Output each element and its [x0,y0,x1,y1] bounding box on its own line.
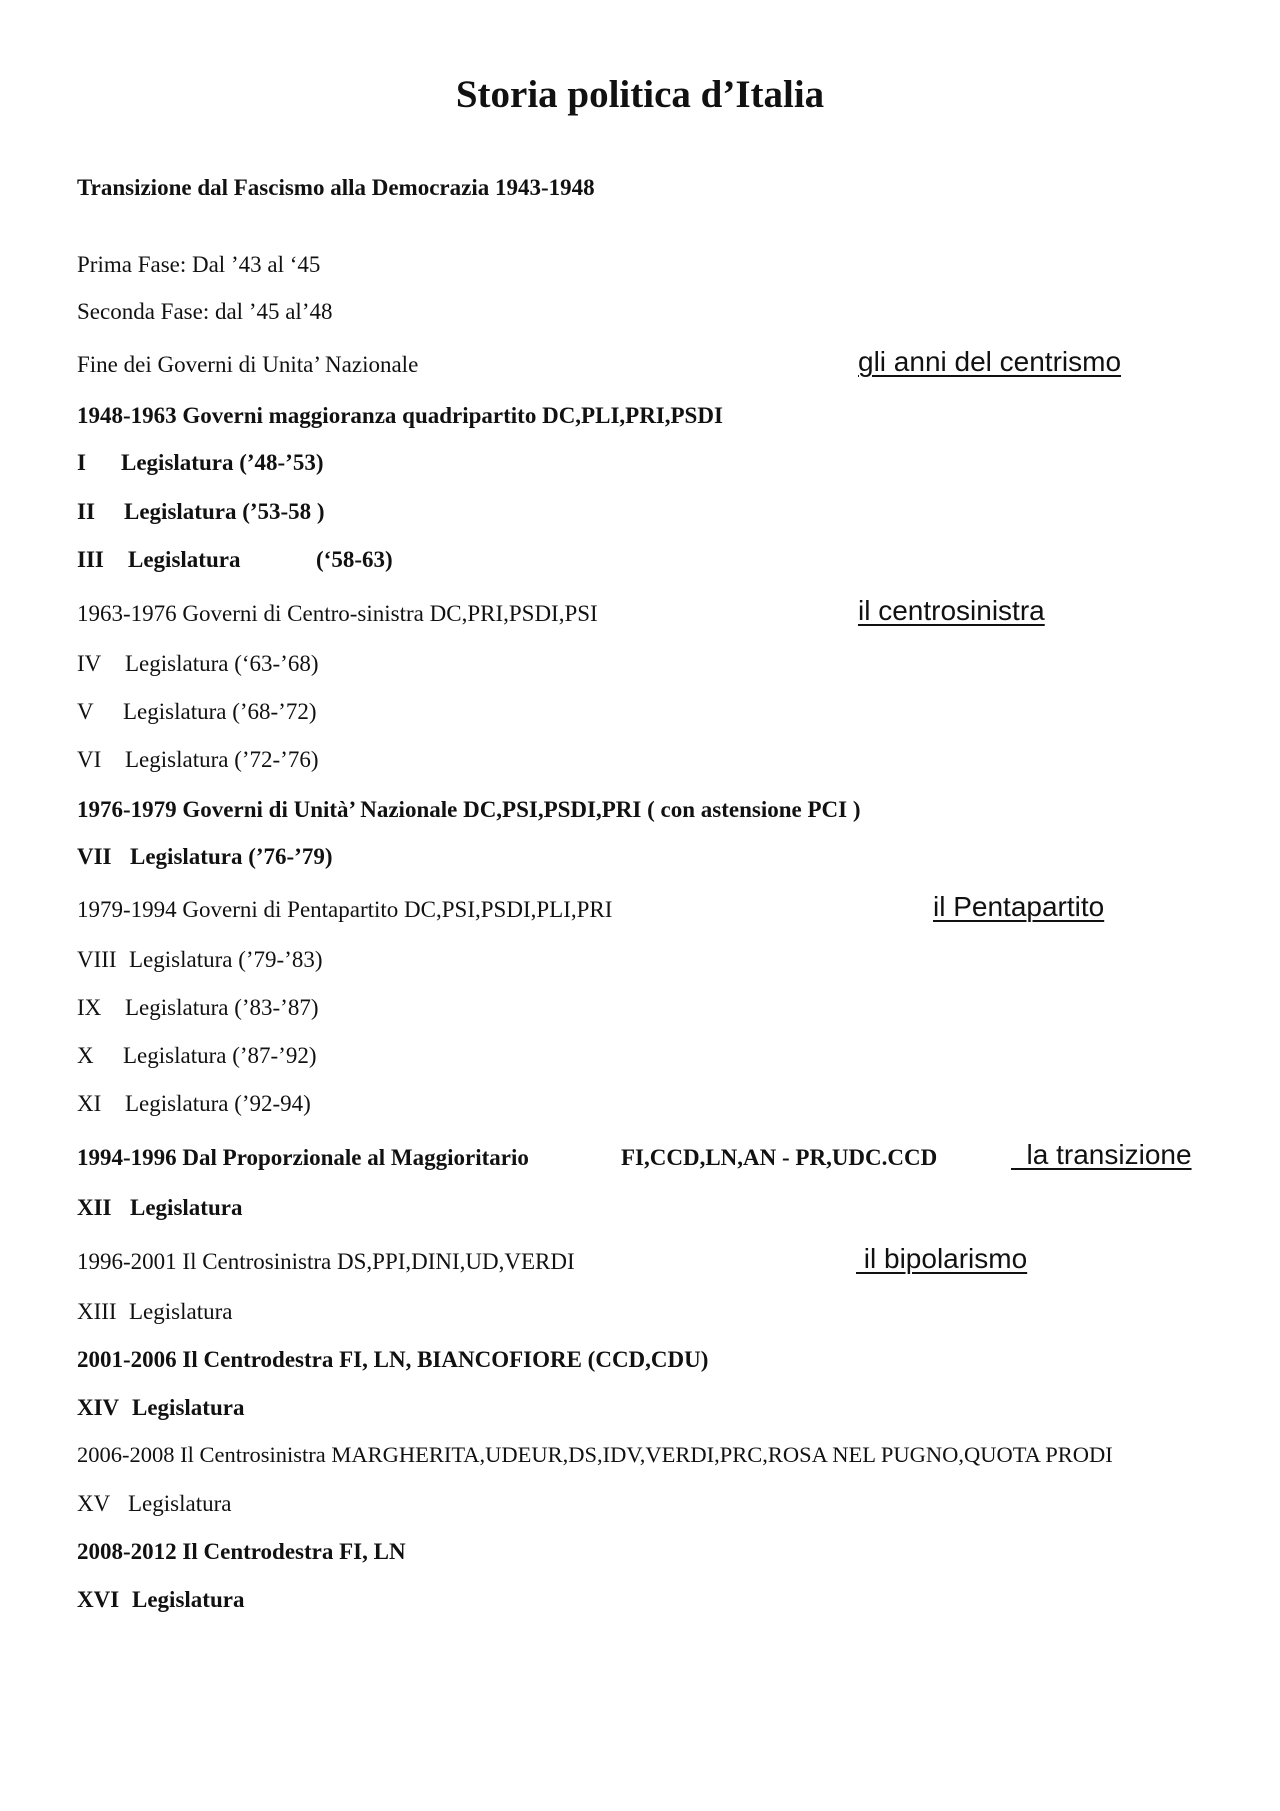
legislatura-xv [77,1492,231,1515]
legislatura-numeral: I [77,450,86,475]
text-1979-1994: 1979-1994 Governi di Pentapartito DC,PSI,PSDI,PLI,PRI [77,897,613,922]
legislatura-numeral: IV [77,651,102,676]
legislatura-numeral: IX [77,995,102,1020]
legislatura-xii [77,1196,242,1219]
legislatura-xvi [77,1588,244,1611]
legislatura-numeral: XI [77,1091,102,1116]
legislatura-numeral: XIV [77,1395,120,1420]
legislatura-i [77,451,324,474]
legislatura-iii [77,548,393,571]
label-pentapartito: il Pentapartito [933,891,1105,922]
legislatura-xiv [77,1396,244,1419]
legislatura-text: Legislatura (’87-’92) [123,1043,317,1068]
legislatura-text: Legislatura [130,1195,243,1220]
text-1994-parties: FI,CCD,LN,AN - PR,UDC.CCD [621,1145,938,1170]
legislatura-xi [77,1092,311,1115]
text-1976-1979: 1976-1979 Governi di Unità’ Nazionale DC,PSI,PSDI,PRI ( con astensione PCI ) [77,797,861,822]
legislatura-numeral: III [77,547,104,572]
legislatura-v [77,700,317,723]
legislatura-text: Legislatura (’53-58 ) [124,499,325,524]
legislatura-numeral: XV [77,1491,111,1516]
legislatura-numeral: X [77,1043,94,1068]
legislatura-numeral: XII [77,1195,112,1220]
text-seconda-fase: Seconda Fase: dal ’45 al’48 [77,299,333,324]
page-title: Storia politica d’Italia [455,73,825,116]
label-centrosinistra: il centrosinistra [858,595,1045,626]
legislatura-years: (‘58-63) [316,547,393,572]
legislatura-numeral: VII [77,844,112,869]
legislatura-text: Legislatura (’68-’72) [123,699,317,724]
label-bipolarismo: il bipolarismo [856,1243,1028,1274]
legislatura-text: Legislatura [129,1299,233,1324]
legislatura-text: Legislatura (’72-’76) [125,747,319,772]
section-heading-transition: Transizione dal Fascismo alla Democrazia 1943-1948 [77,175,595,200]
legislatura-ii [77,500,325,523]
legislatura-text: Legislatura (’48-’53) [121,450,324,475]
legislatura-numeral: XVI [77,1587,120,1612]
text-1963-1976: 1963-1976 Governi di Centro-sinistra DC,PRI,PSDI,PSI [77,601,598,626]
legislatura-viii [77,948,323,971]
legislatura-text: Legislatura [132,1587,245,1612]
text-2001-2006: 2001-2006 Il Centrodestra FI, LN, BIANCOFIORE (CCD,CDU) [77,1347,709,1372]
legislatura-xiii [77,1300,232,1323]
legislatura-text: Legislatura (‘63-’68) [125,651,319,676]
text-fine-governi: Fine dei Governi di Unita’ Nazionale [77,352,419,377]
legislatura-text: Legislatura (’79-’83) [129,947,323,972]
legislatura-vi [77,748,319,771]
legislatura-text: Legislatura [128,1491,232,1516]
text-1994-1996: 1994-1996 Dal Proporzionale al Maggioritario [77,1145,529,1170]
label-anni-centrismo: gli anni del centrismo [858,346,1122,377]
text-prima-fase: Prima Fase: Dal ’43 al ‘45 [77,252,321,277]
legislatura-iv [77,652,319,675]
legislatura-numeral: VI [77,747,102,772]
legislatura-numeral: V [77,699,94,724]
legislatura-numeral: XIII [77,1299,117,1324]
text-1996-2001: 1996-2001 Il Centrosinistra DS,PPI,DINI,UD,VERDI [77,1249,575,1274]
legislatura-text: Legislatura (’92-94) [125,1091,311,1116]
legislatura-vii [77,845,333,868]
text-2006-2008: 2006-2008 Il Centrosinistra MARGHERITA,UDEUR,DS,IDV,VERDI,PRC,ROSA NEL PUGNO,QUOTA PRODI [77,1442,1113,1467]
label-transizione: la transizione [1011,1139,1192,1170]
legislatura-text: Legislatura [128,547,241,572]
text-1948-1963: 1948-1963 Governi maggioranza quadripartito DC,PLI,PRI,PSDI [77,403,723,428]
legislatura-numeral: VIII [77,947,117,972]
legislatura-x [77,1044,317,1067]
legislatura-ix [77,996,319,1019]
legislatura-text: Legislatura [132,1395,245,1420]
legislatura-text: Legislatura (’76-’79) [130,844,333,869]
text-2008-2012: 2008-2012 Il Centrodestra FI, LN [77,1539,406,1564]
legislatura-numeral: II [77,499,95,524]
legislatura-text: Legislatura (’83-’87) [125,995,319,1020]
